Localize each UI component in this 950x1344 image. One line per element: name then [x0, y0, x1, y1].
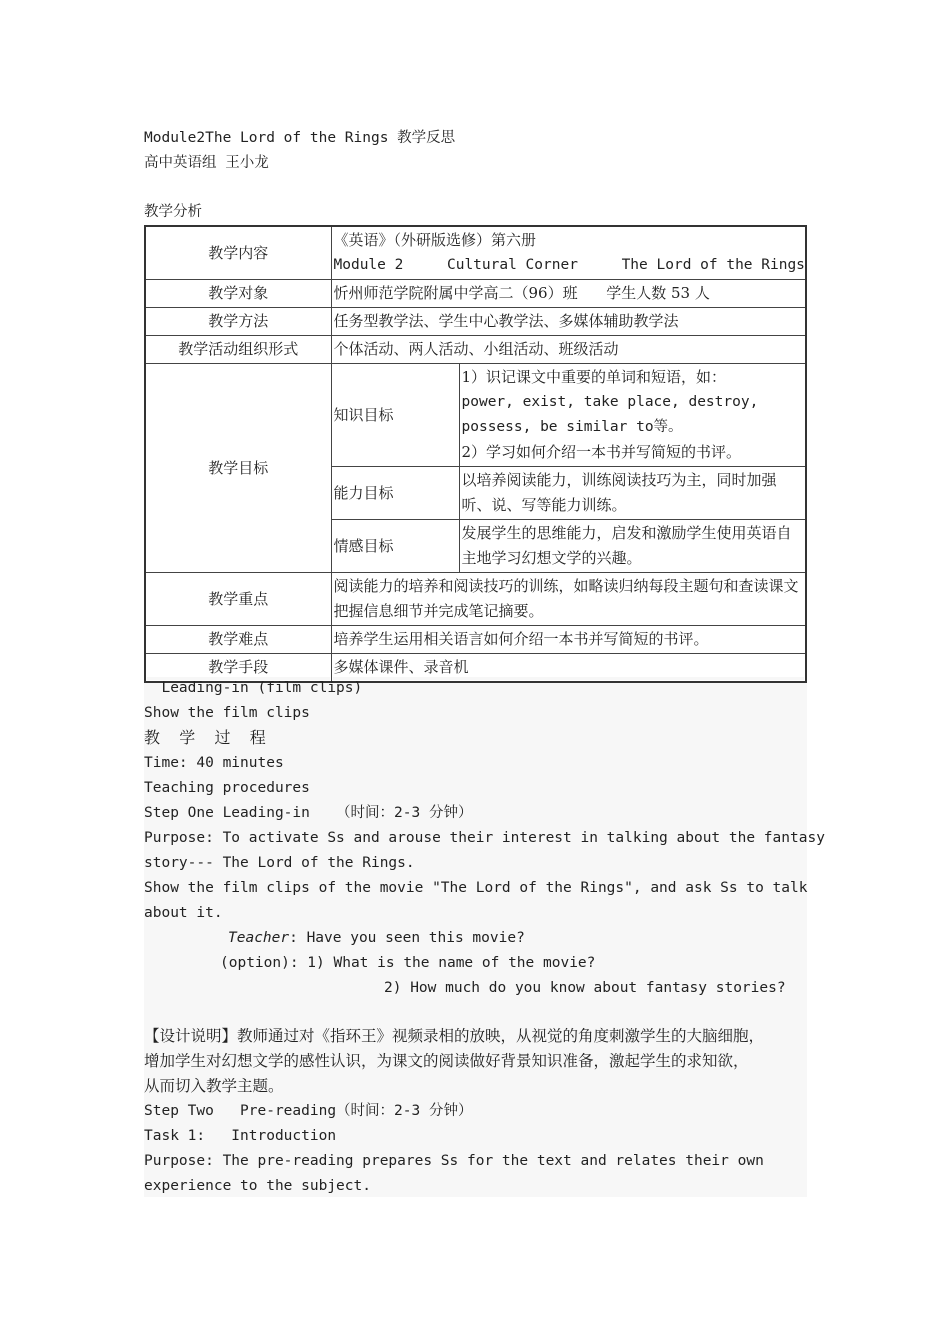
table-row — [145, 336, 806, 364]
method-value: 任务型教学法、学生中心教学法、多媒体辅助教学法 — [331, 308, 806, 336]
table-row — [145, 626, 806, 654]
difficulty-label: 教学难点 — [145, 626, 331, 654]
table-row — [145, 226, 806, 280]
ability-label: 能力目标 — [331, 467, 459, 520]
content-value — [331, 226, 806, 280]
option-question2: 2) How much do you know about fantasy stories? — [384, 980, 786, 996]
teacher-question-line — [228, 928, 525, 948]
knowledge-line2: power, exist, take place, destroy, — [461, 394, 759, 410]
emotion-label: 情感目标 — [331, 520, 459, 573]
process-title: 教 学 过 程 — [144, 728, 266, 747]
section-title: 教学分析 — [144, 204, 202, 220]
focus-label: 教学重点 — [145, 573, 331, 626]
purpose1-line1: Purpose: To activate Ss and arouse their interest in talking about the fantasy — [144, 830, 825, 846]
table-row — [145, 280, 806, 308]
table-row — [145, 308, 806, 336]
design-note-line2: 增加学生对幻想文学的感性认识，为课文的阅读做好背景知识准备，激起学生的求知欲， — [144, 1052, 749, 1070]
means-label: 教学手段 — [145, 654, 331, 683]
org-value: 个体活动、两人活动、小组活动、班级活动 — [331, 336, 806, 364]
ability-value: 以培养阅读能力，训练阅读技巧为主，同时加强听、说、写等能力训练。 — [459, 467, 806, 520]
design-note-line3: 从而切入教学主题。 — [144, 1077, 284, 1095]
show-movie-line2: about it. — [144, 905, 223, 921]
knowledge-line4: 2）学习如何介绍一本书并写简短的书评。 — [461, 443, 742, 461]
document-title: Module2The Lord of the Rings 教学反思 — [144, 130, 456, 146]
content-line2: Module 2 Cultural Corner The Lord of the Rings — [333, 257, 805, 273]
focus-value: 阅读能力的培养和阅读技巧的训练，如略读归纳每段主题句和查读课文把握信息细节并完成笔记摘要。 — [331, 573, 806, 626]
teacher-label: Teacher — [228, 930, 290, 946]
method-label: 教学方法 — [145, 308, 331, 336]
purpose2-line1: Purpose: The pre-reading prepares Ss for the text and relates their own — [144, 1153, 764, 1169]
option-question1: (option): 1) What is the name of the movie? — [220, 955, 596, 971]
teaching-analysis-table — [144, 225, 807, 683]
content-line1: 《英语》（外研版选修）第六册 — [333, 231, 537, 249]
knowledge-line1: 1）识记课文中重要的单词和短语，如： — [461, 368, 727, 386]
task1-line: Task 1: Introduction — [144, 1128, 337, 1144]
procedures-line: Teaching procedures — [144, 780, 310, 796]
leading-in-heading: Leading-in (film clips) — [144, 680, 363, 696]
knowledge-label: 知识目标 — [331, 364, 459, 467]
knowledge-value — [459, 364, 806, 467]
show-clips-line: Show the film clips — [144, 705, 310, 721]
goal-label: 教学目标 — [145, 364, 331, 573]
table-row — [145, 573, 806, 626]
knowledge-line3: possess, be similar to等。 — [461, 419, 683, 435]
teacher-question: : Have you seen this movie? — [289, 930, 525, 946]
step-one-heading: Step One Leading-in （时间：2-3 分钟） — [144, 805, 473, 821]
author-line: 高中英语组 王小龙 — [144, 155, 269, 171]
table-row — [145, 364, 806, 467]
emotion-value: 发展学生的思维能力，启发和激励学生使用英语自主地学习幻想文学的兴趣。 — [459, 520, 806, 573]
show-movie-line1: Show the film clips of the movie "The Lord of the Rings", and ask Ss to talk — [144, 880, 808, 896]
object-label: 教学对象 — [145, 280, 331, 308]
step-two-heading: Step Two Pre-reading（时间：2-3 分钟） — [144, 1103, 473, 1119]
time-line: Time: 40 minutes — [144, 755, 284, 771]
org-label: 教学活动组织形式 — [145, 336, 331, 364]
content-label: 教学内容 — [145, 226, 331, 280]
means-value: 多媒体课件、录音机 — [331, 654, 806, 683]
purpose2-line2: experience to the subject. — [144, 1178, 371, 1194]
object-value: 忻州师范学院附属中学高二（96）班 学生人数 53 人 — [331, 280, 806, 308]
difficulty-value: 培养学生运用相关语言如何介绍一本书并写简短的书评。 — [331, 626, 806, 654]
design-note-line1: 【设计说明】教师通过对《指环王》视频录相的放映，从视觉的角度刺激学生的大脑细胞， — [144, 1027, 765, 1045]
purpose1-line2: story--- The Lord of the Rings. — [144, 855, 415, 871]
